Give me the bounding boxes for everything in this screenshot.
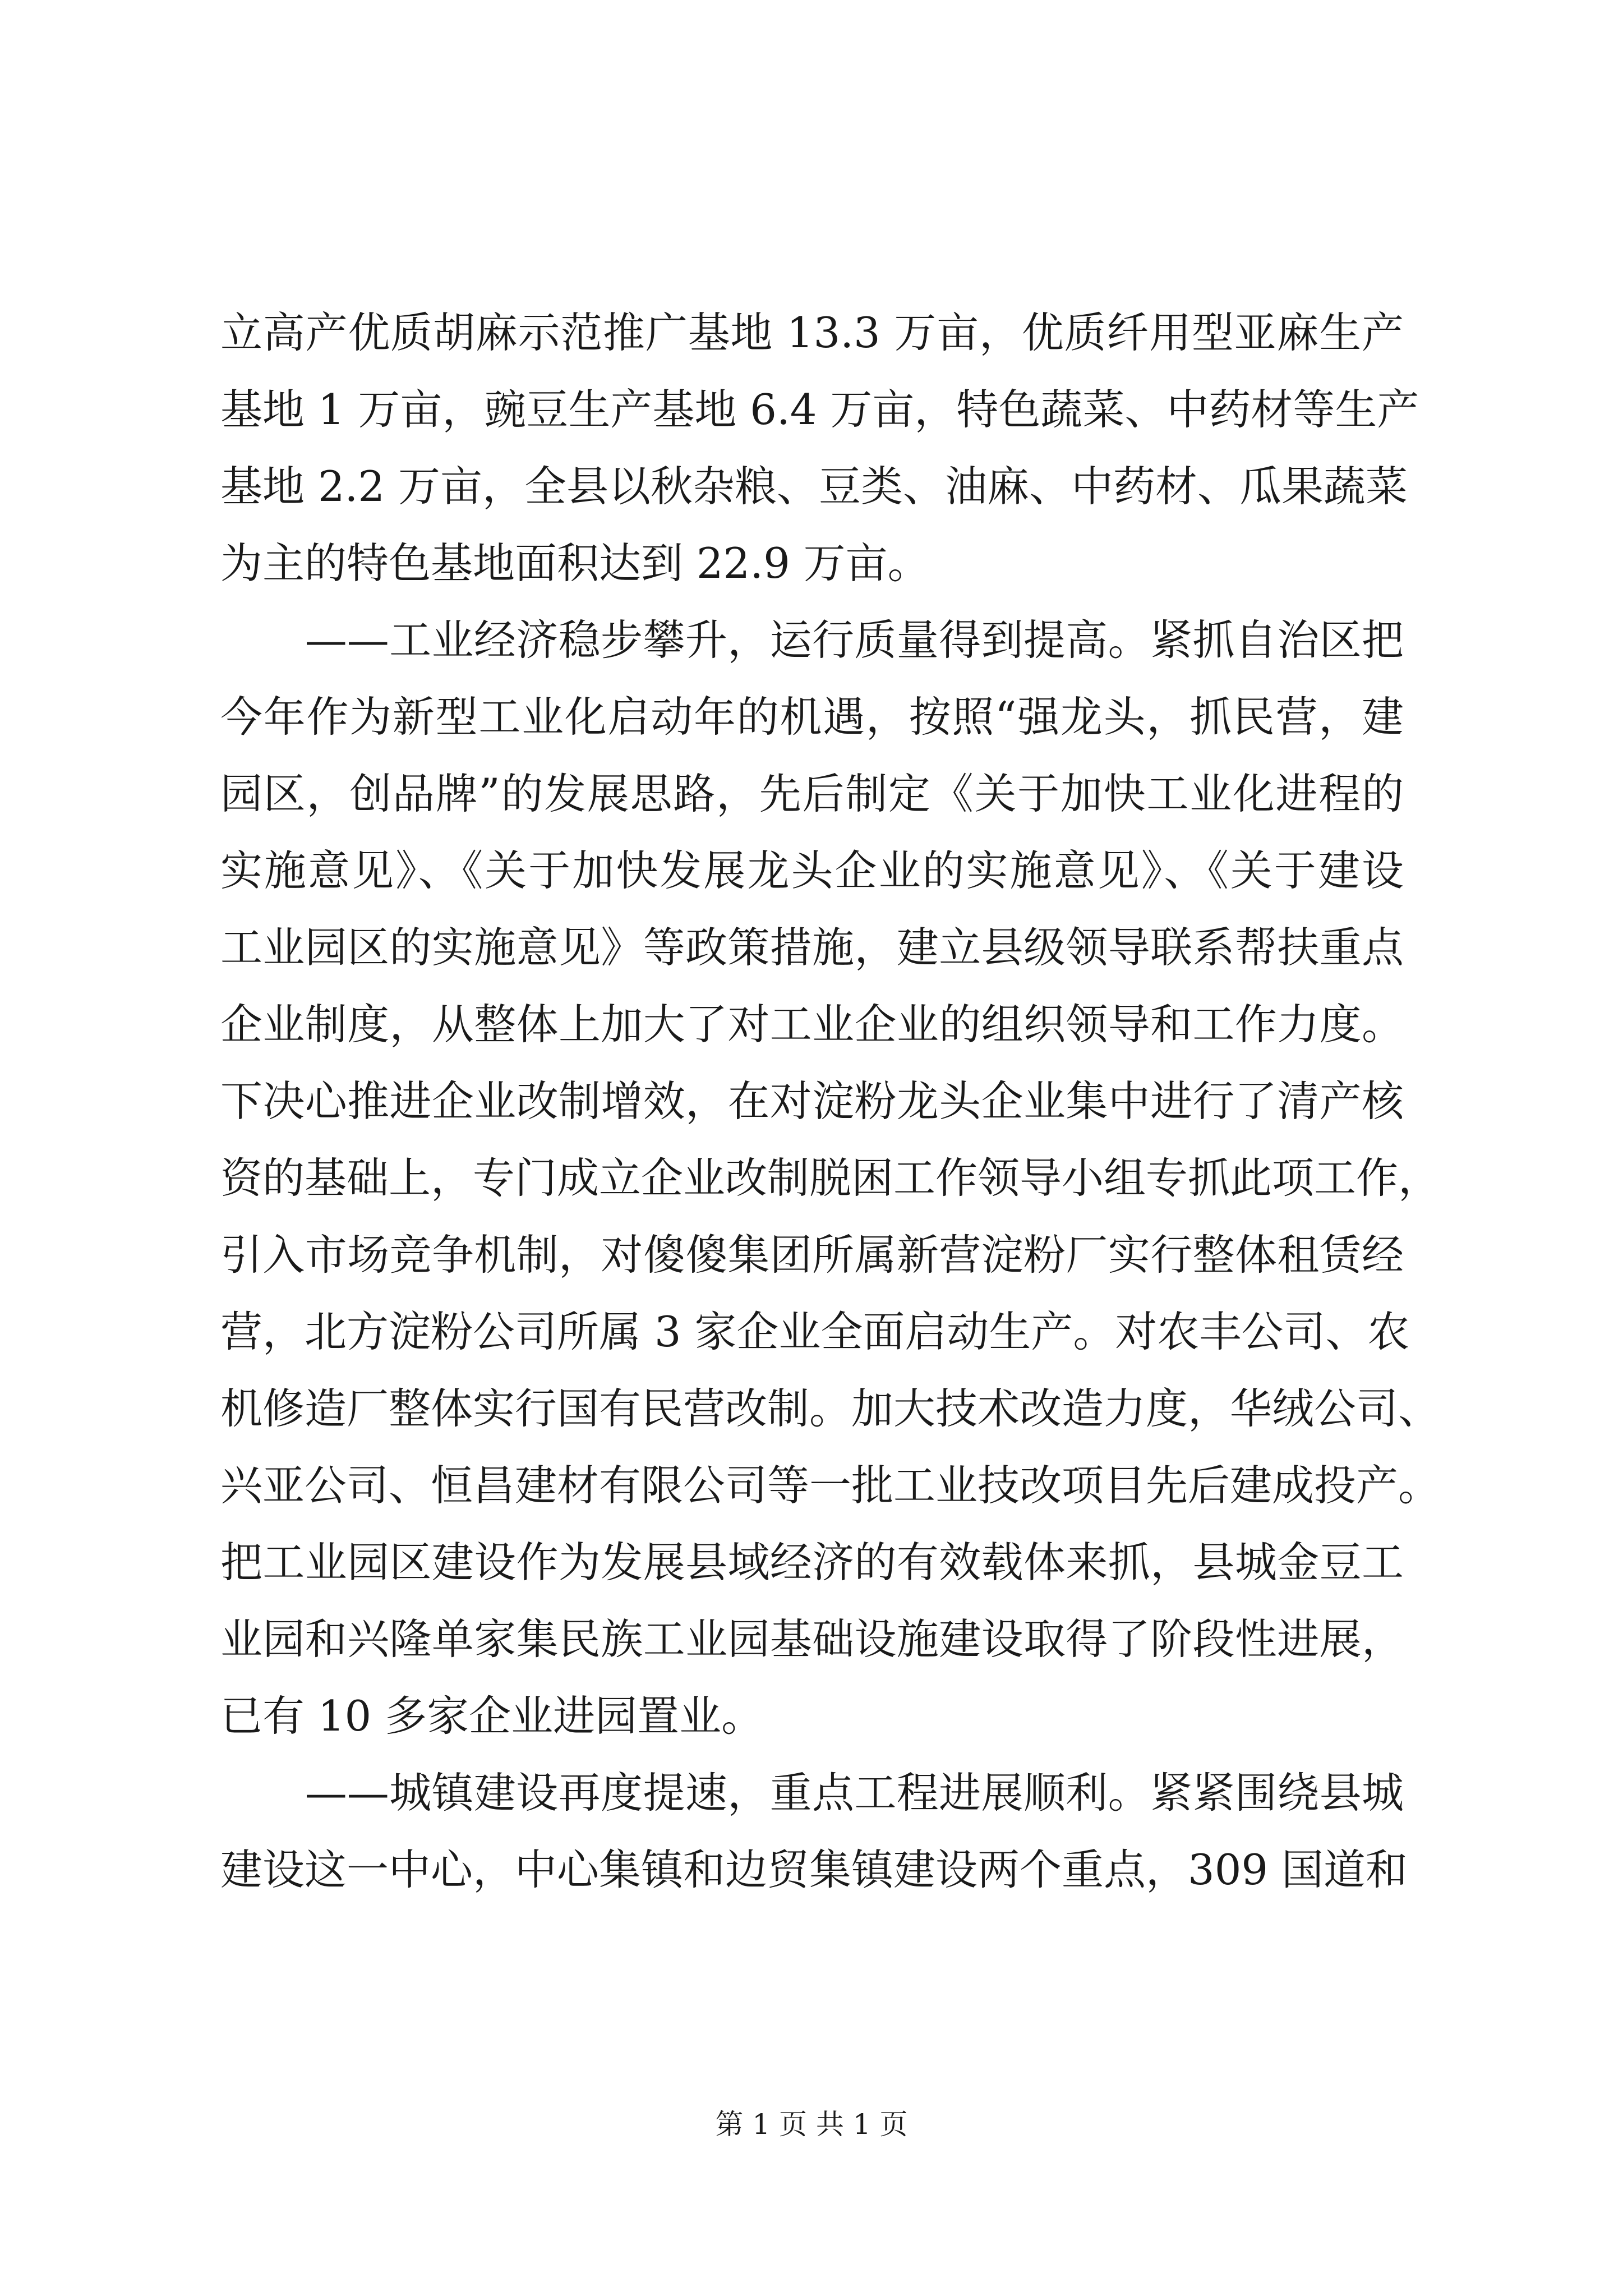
text-line: 园区，创品牌”的发展思路，先后制定《关于加快工业化进程的 — [220, 769, 1404, 818]
text-line: 兴亚公司、恒昌建材有限公司等一批工业技改项目先后建成投产。 — [220, 1461, 1441, 1510]
text-line: 把工业园区建设作为发展县域经济的有效载体来抓，县城金豆工 — [220, 1538, 1404, 1587]
text-line: 下决心推进企业改制增效，在对淀粉龙头企业集中进行了清产核 — [220, 1076, 1404, 1126]
text-line: 企业制度，从整体上加大了对工业企业的组织领导和工作力度。 — [220, 1000, 1404, 1049]
text-line: 今年作为新型工业化启动年的机遇，按照“强龙头，抓民营，建 — [220, 692, 1404, 742]
text-line: 营，北方淀粉公司所属 3 家企业全面启动生产。对农丰公司、农 — [220, 1307, 1410, 1356]
page-number-footer: 第 1 页 共 1 页 — [715, 2108, 908, 2141]
text-line: 立高产优质胡麻示范推广基地 13.3 万亩，优质纤用型亚麻生产 — [220, 308, 1404, 357]
document-body — [220, 295, 1441, 1908]
text-line: 引入市场竞争机制，对傻傻集团所属新营淀粉厂实行整体租赁经 — [220, 1230, 1404, 1280]
text-line: 实施意见》、《关于加快发展龙头企业的实施意见》、《关于建设 — [220, 846, 1404, 895]
text-line: 基地 2.2 万亩，全县以秋杂粮、豆类、油麻、中药材、瓜果蔬菜 — [220, 462, 1408, 511]
text-line: 机修造厂整体实行国有民营改制。加大技术改造力度，华绒公司、 — [220, 1384, 1441, 1433]
text-line: 建设这一中心，中心集镇和边贸集镇建设两个重点，309 国道和 — [220, 1845, 1408, 1894]
text-line: 基地 1 万亩，豌豆生产基地 6.4 万亩，特色蔬菜、中药材等生产 — [220, 385, 1419, 434]
text-line: 已有 10 多家企业进园置业。 — [220, 1691, 764, 1741]
text-line: 为主的特色基地面积达到 22.9 万亩。 — [220, 539, 930, 588]
text-line: 资的基础上，专门成立企业改制脱困工作领导小组专抓此项工作， — [220, 1153, 1441, 1203]
text-line: ——工业经济稳步攀升，运行质量得到提高。紧抓自治区把 — [220, 615, 1404, 665]
text-line: 工业园区的实施意见》等政策措施，建立县级领导联系帮扶重点 — [220, 923, 1404, 972]
text-line: ——城镇建设再度提速，重点工程进展顺利。紧紧围绕县城 — [220, 1768, 1404, 1818]
text-line: 业园和兴隆单家集民族工业园基础设施建设取得了阶段性进展， — [220, 1614, 1404, 1664]
